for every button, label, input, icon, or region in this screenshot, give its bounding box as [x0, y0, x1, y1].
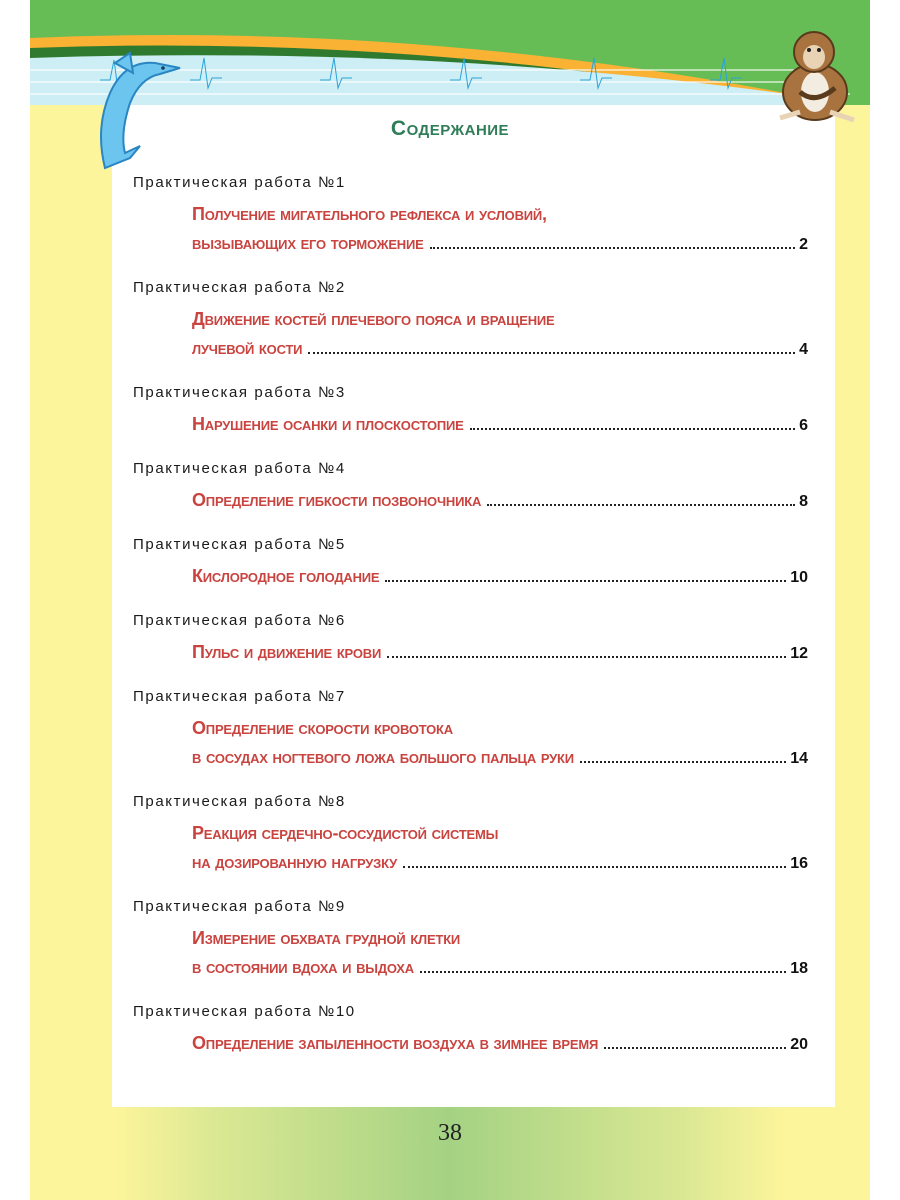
entry-title-line[interactable]: [192, 305, 808, 334]
dot-leader: [308, 352, 795, 354]
toc-heading: Содержание: [390, 117, 510, 140]
entry-title[interactable]: Получение мигательного рефлекса и условий,: [192, 204, 547, 224]
entry-title-line[interactable]: [192, 562, 808, 591]
entry-page-number[interactable]: 2: [799, 236, 808, 253]
toc-entry[interactable]: [133, 789, 808, 877]
entry-label: Практическая работа №6: [133, 612, 346, 629]
entry-title[interactable]: Движение костей плечевого пояса и вращение: [192, 309, 555, 329]
entry-title-line[interactable]: [192, 334, 808, 363]
toc-entry[interactable]: [133, 456, 808, 515]
entry-label: Практическая работа №10: [133, 1003, 356, 1020]
toc-entry[interactable]: [133, 170, 808, 258]
toc-entry[interactable]: [133, 894, 808, 982]
toc-entry[interactable]: [133, 380, 808, 439]
entry-label: Практическая работа №9: [133, 898, 346, 915]
entry-title[interactable]: Определение запыленности воздуха в зимнее время: [192, 1033, 599, 1053]
page-number: 38: [438, 1120, 462, 1146]
entry-title[interactable]: Нарушение осанки и плоскостопие: [192, 414, 464, 434]
dot-leader: [604, 1047, 786, 1049]
dolphin-illustration: [85, 48, 185, 173]
toc-entry[interactable]: [133, 684, 808, 772]
entry-title[interactable]: в сосудах ногтевого ложа большого пальца руки: [192, 747, 574, 767]
monkey-illustration: [770, 30, 860, 125]
entry-title-line[interactable]: [192, 410, 808, 439]
dot-leader: [430, 247, 796, 249]
entry-label: Практическая работа №2: [133, 279, 346, 296]
entry-title-line[interactable]: [192, 200, 808, 229]
entry-title[interactable]: Реакция сердечно-сосудистой системы: [192, 823, 499, 843]
entry-title[interactable]: Пульс и движение крови: [192, 642, 382, 662]
dot-leader: [387, 656, 786, 658]
entry-title-line[interactable]: [192, 638, 808, 667]
entry-title-line[interactable]: [192, 486, 808, 515]
entry-title[interactable]: лучевой кости: [192, 338, 303, 358]
entry-title-line[interactable]: [192, 229, 808, 258]
entry-label: Практическая работа №3: [133, 384, 346, 401]
entry-title-line[interactable]: [192, 953, 808, 982]
entry-label: Практическая работа №8: [133, 793, 346, 810]
toc-entry[interactable]: [133, 999, 808, 1058]
entry-title[interactable]: Кислородное голодание: [192, 566, 380, 586]
dot-leader: [487, 504, 795, 506]
entry-page-number[interactable]: 18: [790, 960, 808, 977]
entry-title-line[interactable]: [192, 819, 808, 848]
entry-page-number[interactable]: 6: [799, 417, 808, 434]
entry-title[interactable]: вызывающих его торможение: [192, 233, 424, 253]
toc-entry[interactable]: [133, 275, 808, 363]
entry-title-line[interactable]: [192, 924, 808, 953]
entry-title-line[interactable]: [192, 714, 808, 743]
entry-title[interactable]: на дозированную нагрузку: [192, 852, 398, 872]
entry-page-number[interactable]: 12: [790, 645, 808, 662]
entry-label: Практическая работа №1: [133, 174, 346, 191]
entry-page-number[interactable]: 4: [799, 341, 808, 358]
entry-label: Практическая работа №5: [133, 536, 346, 553]
table-of-contents: [133, 170, 808, 1075]
dot-leader: [385, 580, 786, 582]
entry-title-line[interactable]: [192, 1029, 808, 1058]
toc-entry[interactable]: [133, 532, 808, 591]
entry-label: Практическая работа №4: [133, 460, 346, 477]
entry-page-number[interactable]: 20: [790, 1036, 808, 1053]
entry-page-number[interactable]: 8: [799, 493, 808, 510]
dot-leader: [420, 971, 786, 973]
dot-leader: [403, 866, 786, 868]
toc-entry[interactable]: [133, 608, 808, 667]
entry-label: Практическая работа №7: [133, 688, 346, 705]
entry-page-number[interactable]: 14: [790, 750, 808, 767]
entry-title-line[interactable]: [192, 743, 808, 772]
dot-leader: [470, 428, 795, 430]
entry-title[interactable]: Измерение обхвата грудной клетки: [192, 928, 461, 948]
entry-title-line[interactable]: [192, 848, 808, 877]
entry-page-number[interactable]: 16: [790, 855, 808, 872]
entry-page-number[interactable]: 10: [790, 569, 808, 586]
entry-title[interactable]: Определение скорости кровотока: [192, 718, 453, 738]
dot-leader: [580, 761, 786, 763]
entry-title[interactable]: в состоянии вдоха и выдоха: [192, 957, 414, 977]
entry-title[interactable]: Определение гибкости позвоночника: [192, 490, 482, 510]
